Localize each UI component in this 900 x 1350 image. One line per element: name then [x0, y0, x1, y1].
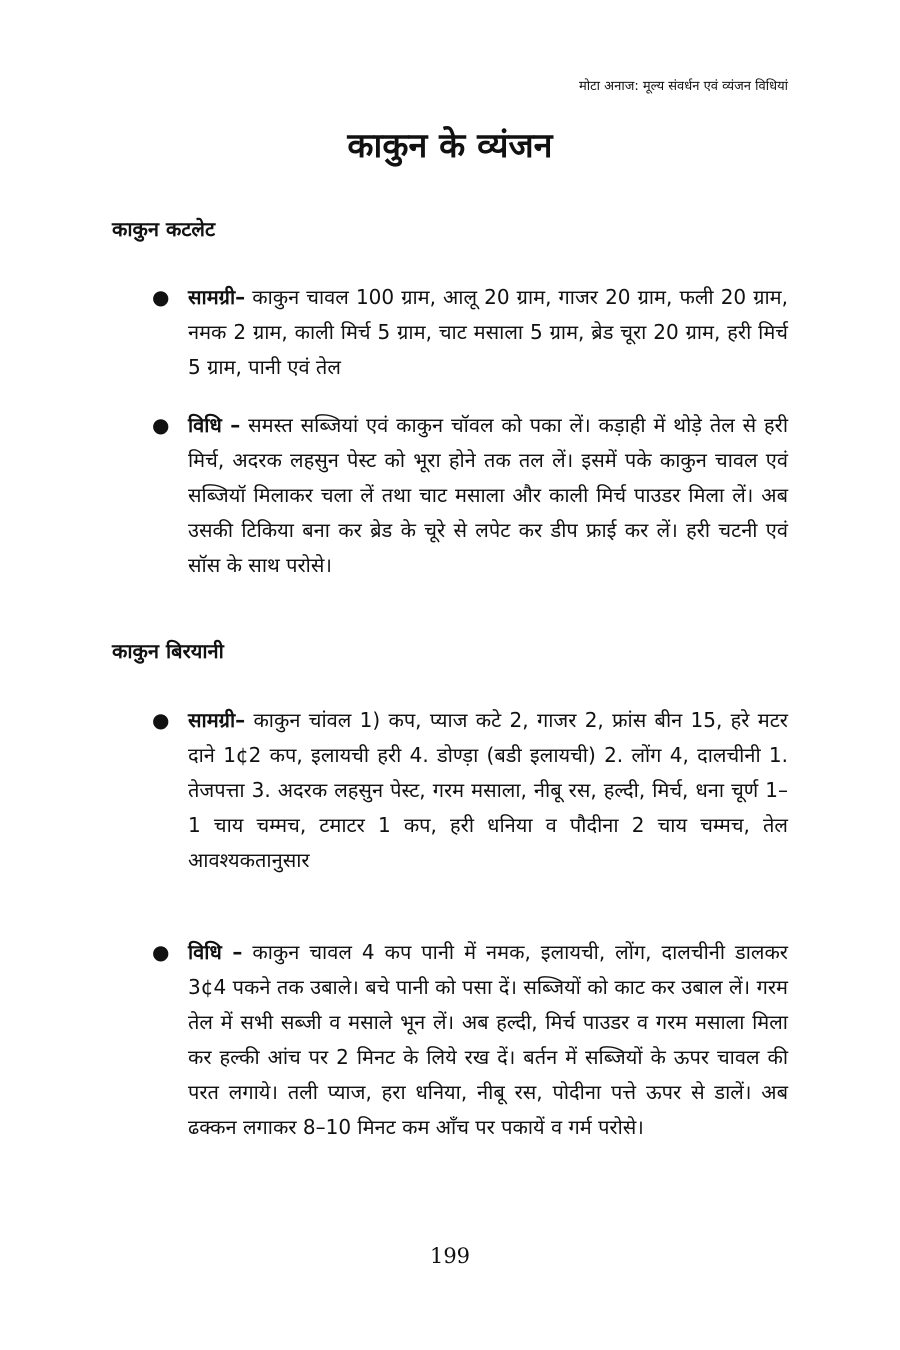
page-title: काकुन के व्यंजन: [347, 126, 553, 166]
ingredients-label: सामग्री–: [188, 708, 246, 732]
method-text: काकुन चावल 4 कप पानी में नमक, इलायची, लोंग, दालचीनी डालकर 3¢4 पकने तक उबाले। बचे पानी को पसा दें। सब्जियों को काट कर उबाल लें। गरम तेल में सभी सब्जी व मसाले भून लें। अब हल्दी, मिर्च पाउडर व गरम मसाला मिला कर हल्की आंच पर 2 मिनट के लिये रख दें। बर्तन में सब्जियों के ऊपर चावल की परत लगाये। तली प्याज, हरा धनिया, नीबू रस, पोदीना पत्ते ऊपर से डालें। अब ढक्कन लगाकर 8–10 मिनट कम आँच पर पकायें व गर्म परोसे।: [188, 940, 788, 1139]
biryani-method: [152, 935, 788, 1145]
ingredients-text: काकुन चांवल 1) कप, प्याज कटे 2, गाजर 2, फ्रांस बीन 15, हरे मटर दाने 1¢2 कप, इलायची हरी 4. डोण्ड़ा (बडी इलायची) 2. लोंग 4, दालचीनी 1. तेजपत्ता 3. अदरक लहसुन पेस्ट, गरम मसाला, नीबू रस, हल्दी, मिर्च, धना चूर्ण 1–1 चाय चम्मच, टमाटर 1 कप, हरी धनिया व पौदीना 2 चाय चम्मच, तेल आवश्यकतानुसार: [188, 708, 788, 872]
cutlet-method: [152, 408, 789, 583]
bullet-icon: ●: [152, 413, 170, 437]
method-label: विधि –: [188, 940, 243, 964]
recipe-title-cutlet: काकुन कटलेट: [112, 217, 216, 241]
bullet-icon: ●: [152, 940, 170, 964]
method-text: समस्त सब्जियां एवं काकुन चॉवल को पका लें। कड़ाही में थोड़े तेल से हरी मिर्च, अदरक लहसुन पेस्ट को भूरा होने तक तल लें। इसमें पके काकुन चावल एवं सब्जियॉ मिलाकर चला लें तथा चाट मसाला और काली मिर्च पाउडर मिला लें। अब उसकी टिकिया बना कर ब्रेड के चूरे से लपेट कर डीप फ्राई कर लें। हरी चटनी एवं सॉस के साथ परोसे।: [188, 413, 789, 577]
running-header: मोटा अनाज: मूल्य संवर्धन एवं व्यंजन विधियां: [578, 79, 788, 94]
ingredients-text: काकुन चावल 100 ग्राम, आलू 20 ग्राम, गाजर 20 ग्राम, फली 20 ग्राम, नमक 2 ग्राम, काली मिर्च 5 ग्राम, चाट मसाला 5 ग्राम, ब्रेड चूरा 20 ग्राम, हरी मिर्च 5 ग्राम, पानी एवं तेल: [188, 285, 789, 379]
bullet-icon: ●: [152, 285, 170, 309]
page-number: 199: [429, 1244, 471, 1268]
bullet-icon: ●: [152, 708, 170, 732]
recipe-title-biryani: काकुन बिरयानी: [112, 639, 224, 663]
cutlet-ingredients: [152, 280, 789, 385]
biryani-ingredients: [152, 703, 788, 878]
method-label: विधि –: [188, 413, 241, 437]
ingredients-label: सामग्री–: [188, 285, 246, 309]
